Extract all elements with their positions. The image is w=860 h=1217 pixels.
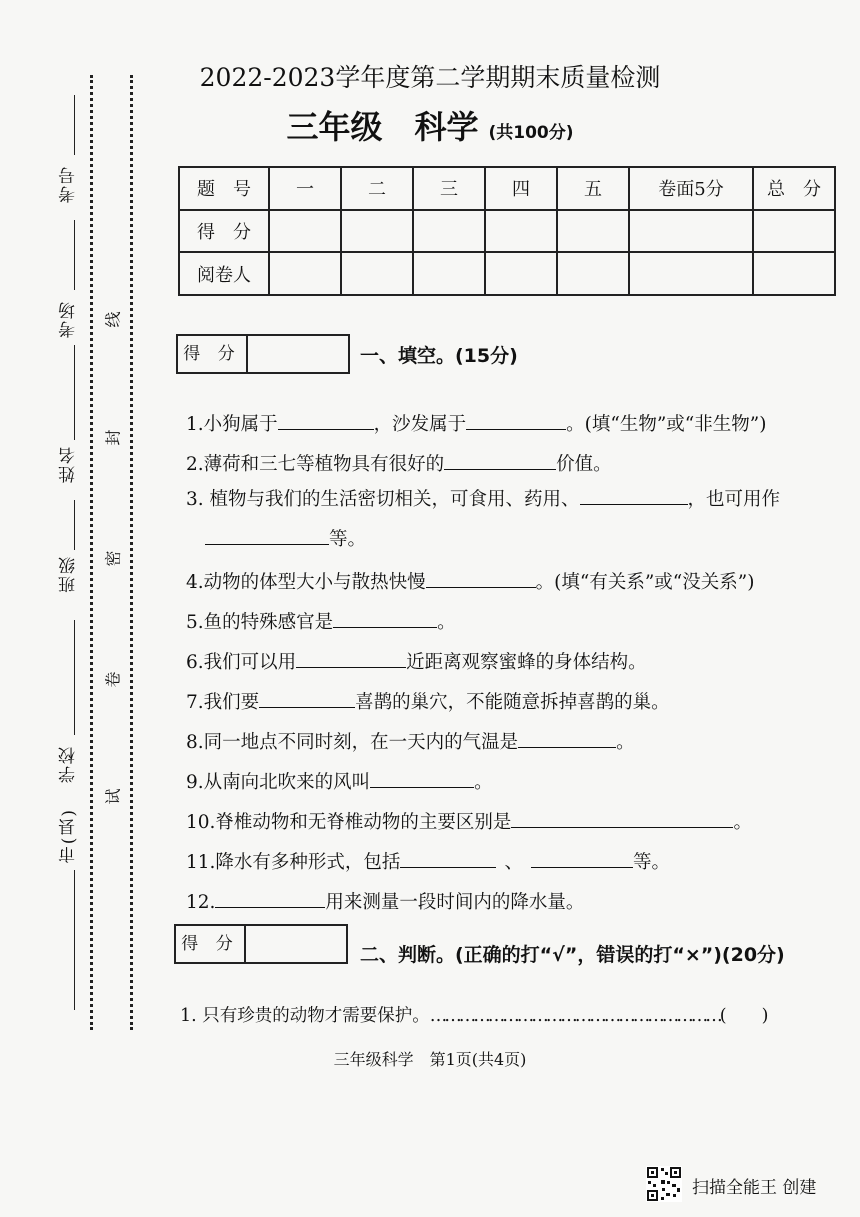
section2-title: 二、判断。(正确的打“√”，错误的打“×”)(20分) xyxy=(360,944,785,966)
question-4 xyxy=(186,568,754,594)
section1-score-label: 得 分 xyxy=(178,336,248,372)
answer-blank[interactable] xyxy=(518,729,616,748)
score-cell[interactable] xyxy=(753,210,835,253)
score-cell[interactable] xyxy=(341,210,413,253)
answer-blank[interactable] xyxy=(400,849,496,868)
question-11 xyxy=(186,848,670,874)
score-cell[interactable] xyxy=(413,210,485,253)
answer-blank[interactable] xyxy=(296,649,406,668)
exam-room-underline xyxy=(74,220,75,290)
question-text: 等。 xyxy=(632,852,670,873)
score-table-header-row xyxy=(179,167,835,210)
answer-blank[interactable] xyxy=(426,569,536,588)
city-label: 市(县) xyxy=(59,808,79,864)
section1-title: 一、填空。(15分) xyxy=(360,345,518,367)
score-cell[interactable] xyxy=(485,210,557,253)
page-footer: 三年级科学 第1页(共4页) xyxy=(333,1050,527,1069)
question-text: 。(填“生物”或“非生物”) xyxy=(566,414,767,435)
score-cell[interactable] xyxy=(557,210,629,253)
question-text: 近距离观察蜜蜂的身体结构。 xyxy=(406,652,647,673)
question-7 xyxy=(186,688,670,714)
scanner-watermark: 扫描全能王 创建 xyxy=(692,1178,817,1198)
answer-blank[interactable] xyxy=(333,609,437,628)
score-table-grader-row xyxy=(179,252,835,295)
answer-blank[interactable] xyxy=(370,769,474,788)
question-text: 9.从南向北吹来的风叫 xyxy=(186,772,371,793)
question-8 xyxy=(186,728,635,754)
answer-blank[interactable] xyxy=(278,411,374,430)
section2-score-label: 得 分 xyxy=(176,926,246,962)
score-table-header-cell: 三 xyxy=(413,167,485,210)
question-text: 。 xyxy=(437,612,456,633)
question-text: 喜鹊的巢穴，不能随意拆掉喜鹊的巢。 xyxy=(355,692,670,713)
class-label: 班级 xyxy=(59,555,79,593)
answer-blank[interactable] xyxy=(259,689,355,708)
question-text: 价值。 xyxy=(556,454,612,475)
answer-blank[interactable] xyxy=(511,809,733,828)
question-text: 、 xyxy=(504,852,523,873)
question-text: 。 xyxy=(616,732,635,753)
question-text: ，沙发属于 xyxy=(373,414,467,435)
score-table-header-cell: 四 xyxy=(485,167,557,210)
exam-subject-title xyxy=(0,102,860,148)
score-table-score-row xyxy=(179,210,835,253)
exam-year-title: 2022-2023学年度第二学期期末质量检测 xyxy=(199,63,661,92)
score-cell[interactable] xyxy=(269,210,341,253)
grader-cell[interactable] xyxy=(341,252,413,295)
question-5 xyxy=(186,608,456,634)
question-text: 用来测量一段时间内的降水量。 xyxy=(325,892,585,913)
subject-title-text: 三年级 科学 xyxy=(286,108,479,146)
question-1 xyxy=(186,410,766,436)
question-text: 6.我们可以用 xyxy=(186,652,297,673)
score-table-header-cell: 五 xyxy=(557,167,629,210)
question-text: 3. 植物与我们的生活密切相关，可食用、药用、 xyxy=(186,489,580,510)
school-underline xyxy=(74,620,75,735)
school-label: 学校 xyxy=(59,745,79,783)
question-text: 8.同一地点不同时刻，在一天内的气温是 xyxy=(186,732,519,753)
answer-parentheses[interactable]: ( ) xyxy=(719,1006,769,1026)
score-table-header-cell: 总 分 xyxy=(753,167,835,210)
dot-leader: …………………………………………………… xyxy=(429,1006,720,1026)
seal-char-secret: 密 xyxy=(103,550,123,567)
answer-blank[interactable] xyxy=(444,451,556,470)
score-row-label: 得 分 xyxy=(179,210,269,253)
section2-score-box[interactable] xyxy=(174,924,348,964)
judgment-text: 1. 只有珍贵的动物才需要保护。 xyxy=(180,1006,430,1026)
grader-cell[interactable] xyxy=(753,252,835,295)
question-text: 4.动物的体型大小与散热快慢 xyxy=(186,572,426,593)
section1-score-box[interactable] xyxy=(176,334,350,374)
question-2 xyxy=(186,450,612,476)
class-underline xyxy=(74,500,75,550)
exam-number-label: 考号 xyxy=(59,165,79,203)
binding-dotted-line-inner xyxy=(130,75,133,1030)
grader-cell[interactable] xyxy=(413,252,485,295)
seal-char-line: 线 xyxy=(103,311,123,328)
binding-dotted-line-outer xyxy=(90,75,93,1030)
score-table-header-cell: 一 xyxy=(269,167,341,210)
score-table xyxy=(178,166,836,296)
grader-cell[interactable] xyxy=(485,252,557,295)
qr-code-icon xyxy=(646,1166,682,1202)
seal-char-paper: 卷 xyxy=(103,671,123,688)
question-6 xyxy=(186,648,647,674)
question-text: 12. xyxy=(186,892,216,913)
question-text: 11.降水有多种形式，包括 xyxy=(186,852,401,873)
question-text: 1.小狗属于 xyxy=(186,414,278,435)
total-points: (共100分) xyxy=(488,123,574,143)
score-cell[interactable] xyxy=(629,210,753,253)
grader-cell[interactable] xyxy=(269,252,341,295)
answer-blank[interactable] xyxy=(466,411,566,430)
judgment-question-1 xyxy=(180,1002,768,1027)
seal-char-seal: 封 xyxy=(103,429,123,446)
question-text: 2.薄荷和三七等植物具有很好的 xyxy=(186,454,445,475)
answer-blank[interactable] xyxy=(580,486,688,505)
score-table-header-cell: 卷面5分 xyxy=(629,167,753,210)
question-text: 。(填“有关系”或“没关系”) xyxy=(535,572,755,593)
answer-blank[interactable] xyxy=(205,526,329,545)
question-text: 7.我们要 xyxy=(186,692,260,713)
question-9 xyxy=(186,768,493,794)
name-label: 姓名 xyxy=(59,445,79,483)
question-text: 。 xyxy=(474,772,493,793)
grader-cell[interactable] xyxy=(629,252,753,295)
exam-room-label: 考场 xyxy=(59,300,79,338)
question-12 xyxy=(186,888,584,914)
question-3-continued xyxy=(205,525,366,551)
city-underline xyxy=(74,870,75,1010)
grader-row-label: 阅卷人 xyxy=(179,252,269,295)
score-table-header-cell: 题 号 xyxy=(179,167,269,210)
question-text: 等。 xyxy=(329,529,367,550)
answer-blank[interactable] xyxy=(531,849,633,868)
question-text: 10.脊椎动物和无脊椎动物的主要区别是 xyxy=(186,812,512,833)
score-table-header-cell: 二 xyxy=(341,167,413,210)
name-underline xyxy=(74,345,75,440)
seal-char-test: 试 xyxy=(103,788,123,805)
question-3 xyxy=(186,485,780,511)
question-text: 。 xyxy=(733,812,752,833)
answer-blank[interactable] xyxy=(215,889,325,908)
question-text: 5.鱼的特殊感官是 xyxy=(186,612,334,633)
question-text: ，也可用作 xyxy=(687,489,781,510)
question-10 xyxy=(186,808,752,834)
grader-cell[interactable] xyxy=(557,252,629,295)
